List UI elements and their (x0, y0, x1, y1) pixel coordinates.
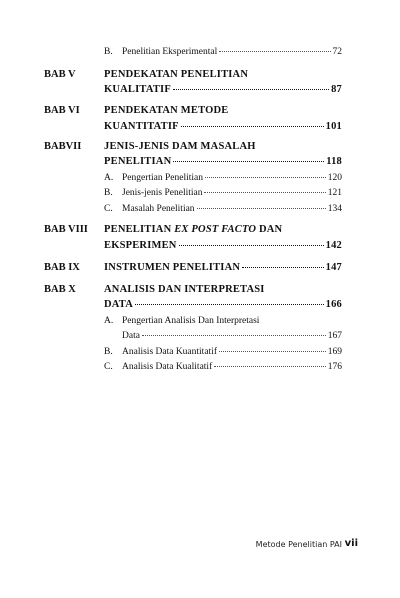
chapter-title-line1: ANALISIS DAN INTERPRETASI (104, 284, 265, 295)
dot-leader (179, 245, 324, 246)
entry-page: 169 (327, 347, 342, 357)
dot-leader (219, 51, 330, 52)
entry-page: 134 (327, 204, 342, 214)
entry-page: 72 (332, 47, 342, 57)
dot-leader (204, 192, 325, 193)
entry-page: 121 (327, 188, 342, 198)
entry-letter: A. (104, 316, 114, 326)
dot-leader (173, 161, 324, 162)
entry-page: 120 (327, 173, 342, 183)
entry-title: Jenis-jenis Penelitian (122, 188, 203, 198)
chapter-title-line1: PENDEKATAN METODE (104, 105, 229, 116)
entry-letter: B. (104, 47, 113, 57)
chapter-number: BAB V (44, 69, 76, 80)
chapter-page: 118 (326, 156, 342, 167)
entry-letter: C. (104, 362, 113, 372)
chapter-title-end: DATA (104, 299, 133, 310)
entry-title: Analisis Data Kuantitatif (122, 347, 217, 357)
running-footer-title: Metode Penelitian PAI (255, 540, 342, 549)
chapter-title-line2 (104, 84, 342, 95)
chapter-page: 142 (325, 240, 342, 251)
dot-leader (181, 126, 324, 127)
chapter-number: BAB IX (44, 262, 80, 273)
entry-title: Pengertian Analisis Dan Interpretasi (122, 316, 260, 326)
chapter-title-line1 (104, 224, 282, 235)
entry-title: Data (122, 331, 140, 341)
entry-letter: B. (104, 188, 113, 198)
entry-letter: A. (104, 173, 114, 183)
entry-title: Penelitian Eksperimental (122, 47, 218, 57)
chapter-title-end: KUANTITATIF (104, 121, 179, 132)
chapter-number: BAB VI (44, 105, 80, 116)
dot-leader (173, 89, 329, 90)
dot-leader (197, 208, 326, 209)
page-number: vii (344, 538, 358, 549)
entry-page: 176 (327, 362, 342, 372)
chapter-page: 147 (325, 262, 342, 273)
toc-sub-entry (104, 173, 342, 183)
chapter-number: BAB VIII (44, 224, 88, 235)
entry-title: Masalah Penelitian (122, 204, 195, 214)
toc-sub-entry (104, 47, 342, 57)
entry-title: Pengertian Penelitian (122, 173, 203, 183)
chapter-page: 87 (331, 84, 342, 95)
chapter-page: 101 (325, 121, 342, 132)
toc-sub-entry (104, 347, 342, 357)
chapter-title-line2 (104, 156, 342, 167)
chapter-title-end: KUALITATIF (104, 84, 171, 95)
dot-leader (142, 335, 326, 336)
chapter-number: BAB X (44, 284, 76, 295)
chapter-title-line2 (104, 262, 342, 273)
toc-sub-entry (104, 204, 342, 214)
dot-leader (214, 366, 326, 367)
chapter-title-line2 (104, 240, 342, 251)
chapter-title-part: PENELITIAN (104, 224, 175, 235)
chapter-number: BABVII (44, 141, 82, 152)
entry-title: Analisis Data Kualitatif (122, 362, 213, 372)
toc-sub-entry (104, 362, 342, 372)
toc-sub-entry (122, 331, 342, 341)
chapter-title-end: PENELITIAN (104, 156, 172, 167)
entry-letter: B. (104, 347, 113, 357)
entry-letter: C. (104, 204, 113, 214)
dot-leader (205, 177, 326, 178)
dot-leader (135, 304, 324, 305)
dot-leader (219, 351, 326, 352)
chapter-title-italic: EX POST FACTO (174, 224, 257, 235)
chapter-title-line2 (104, 299, 342, 310)
chapter-title-line1: PENDEKATAN PENELITIAN (104, 69, 249, 80)
chapter-title-line1: JENIS-JENIS DAM MASALAH (104, 141, 256, 152)
toc-sub-entry (104, 316, 342, 326)
chapter-title-part: DAN (256, 224, 283, 235)
chapter-title-line2 (104, 121, 342, 132)
chapter-page: 166 (325, 299, 342, 310)
toc-sub-entry (104, 188, 342, 198)
chapter-title-end: INSTRUMEN PENELITIAN (104, 262, 241, 273)
dot-leader (242, 267, 323, 268)
chapter-title-end: EKSPERIMEN (104, 240, 177, 251)
entry-page: 167 (327, 331, 342, 341)
